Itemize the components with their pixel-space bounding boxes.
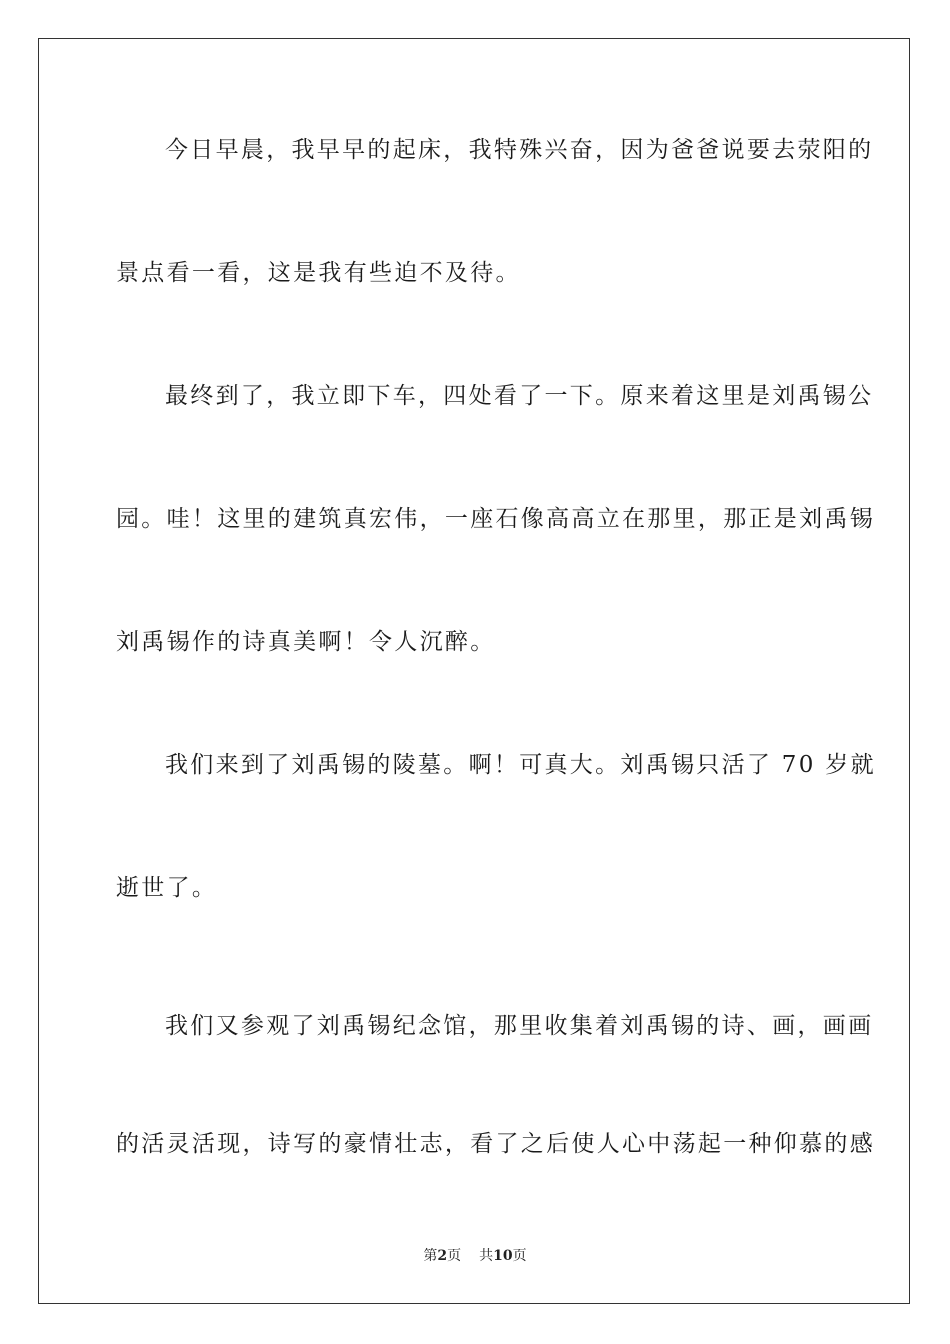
text-line-5: 刘禹锡作的诗真美啊！令人沉醉。 bbox=[116, 629, 496, 655]
text-line-1: 今日早晨，我早早的起床，我特殊兴奋，因为爸爸说要去荥阳的 bbox=[165, 137, 874, 163]
text-line-3: 最终到了，我立即下车，四处看了一下。原来着这里是刘禹锡公 bbox=[165, 383, 874, 409]
total-pages: 10 bbox=[493, 1248, 513, 1264]
text-line-2: 景点看一看，这是我有些迫不及待。 bbox=[116, 260, 521, 286]
page-number: 2 bbox=[437, 1248, 448, 1264]
text-line-8: 我们又参观了刘禹锡纪念馆，那里收集着刘禹锡的诗、画，画画 bbox=[165, 1013, 874, 1039]
text-line-6: 我们来到了刘禹锡的陵墓。啊！可真大。刘禹锡只活了 70 岁就 bbox=[165, 752, 876, 778]
text-line-4: 园。哇！这里的建筑真宏伟，一座石像高高立在那里，那正是刘禹锡 bbox=[116, 506, 875, 532]
page-suffix: 页 bbox=[447, 1248, 462, 1264]
page-prefix: 第 bbox=[423, 1248, 438, 1264]
total-prefix: 共 bbox=[479, 1248, 494, 1264]
text-line-9: 的活灵活现，诗写的豪情壮志，看了之后使人心中荡起一种仰慕的感 bbox=[116, 1131, 875, 1157]
text-line-7: 逝世了。 bbox=[116, 875, 218, 901]
page-footer bbox=[0, 1246, 950, 1266]
page-border bbox=[38, 38, 910, 1304]
total-suffix: 页 bbox=[512, 1248, 527, 1264]
